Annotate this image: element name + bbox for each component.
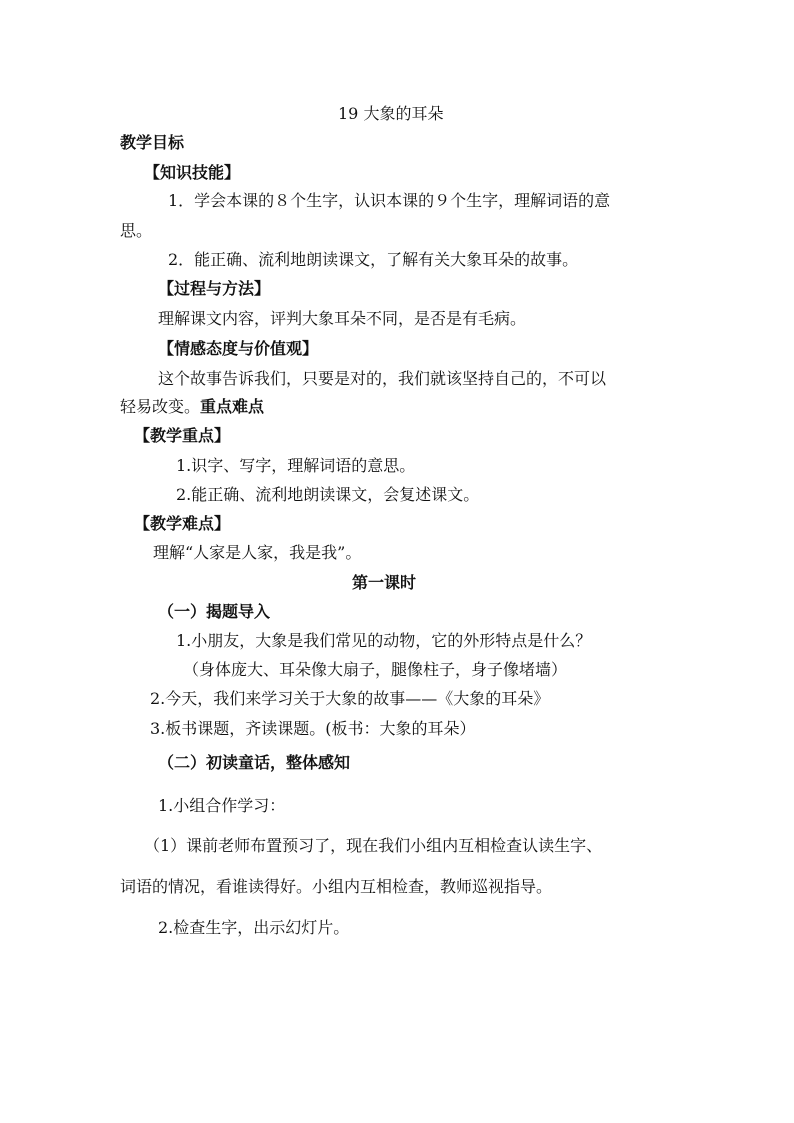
part-2-sub-1-line-1: （1）课前老师布置预习了，现在我们小组内互相检查认读生字、 (144, 836, 603, 855)
emotion-line-1: 这个故事告诉我们，只要是对的，我们就该坚持自己的，不可以 (158, 369, 607, 388)
part-2-item-2: 2.检查生字，出示幻灯片。 (158, 918, 350, 937)
part-2-heading: （二）初读童话，整体感知 (158, 753, 351, 772)
key-points-label: 【教学重点】 (134, 426, 231, 445)
part-1-item-1: 1.小朋友，大象是我们常见的动物，它的外形特点是什么？ (176, 631, 592, 650)
difficulties-text: 理解“人家是人家，我是我”。 (153, 543, 362, 562)
objectives-heading: 教学目标 (120, 133, 185, 152)
part-1-item-2: 2.今天，我们来学习关于大象的故事——《大象的耳朵》 (150, 689, 550, 708)
emotion-line-2 (120, 397, 264, 417)
emotion-line-2-text: 轻易改变。 (120, 397, 201, 416)
knowledge-label: 【知识技能】 (144, 163, 241, 182)
page-title: 19 大象的耳朵 (338, 104, 444, 123)
knowledge-item-1-line-1: 1．学会本课的８个生字，认识本课的９个生字，理解词语的意 (168, 191, 611, 210)
process-text: 理解课文内容，评判大象耳朵不同，是否是有毛病。 (158, 309, 527, 328)
difficulties-label: 【教学难点】 (134, 514, 231, 533)
part-1-heading: （一）揭题导入 (158, 602, 271, 621)
process-label: 【过程与方法】 (158, 279, 271, 298)
part-1-item-1-answer: （身体庞大、耳朵像大扇子，腿像柱子，身子像堵墙） (183, 660, 568, 679)
lesson-1-heading: 第一课时 (352, 573, 417, 592)
key-points-item-1: 1.识字、写字，理解词语的意思。 (176, 456, 416, 475)
key-points-item-2: 2.能正确、流利地朗读课文，会复述课文。 (176, 485, 480, 504)
part-2-sub-1-line-2: 词语的情况，看谁读得好。小组内互相检查，教师巡视指导。 (120, 877, 553, 896)
knowledge-item-1-line-2: 思。 (120, 221, 153, 240)
emotion-label: 【情感态度与价值观】 (158, 339, 319, 358)
knowledge-item-2: 2．能正确、流利地朗读课文，了解有关大象耳朵的故事。 (168, 250, 579, 269)
part-1-item-3: 3.板书课题，齐读课题。(板书：大象的耳朵） (150, 719, 476, 738)
key-difficulty-heading: 重点难点 (200, 397, 265, 416)
part-2-item-1: 1.小组合作学习： (158, 796, 286, 815)
